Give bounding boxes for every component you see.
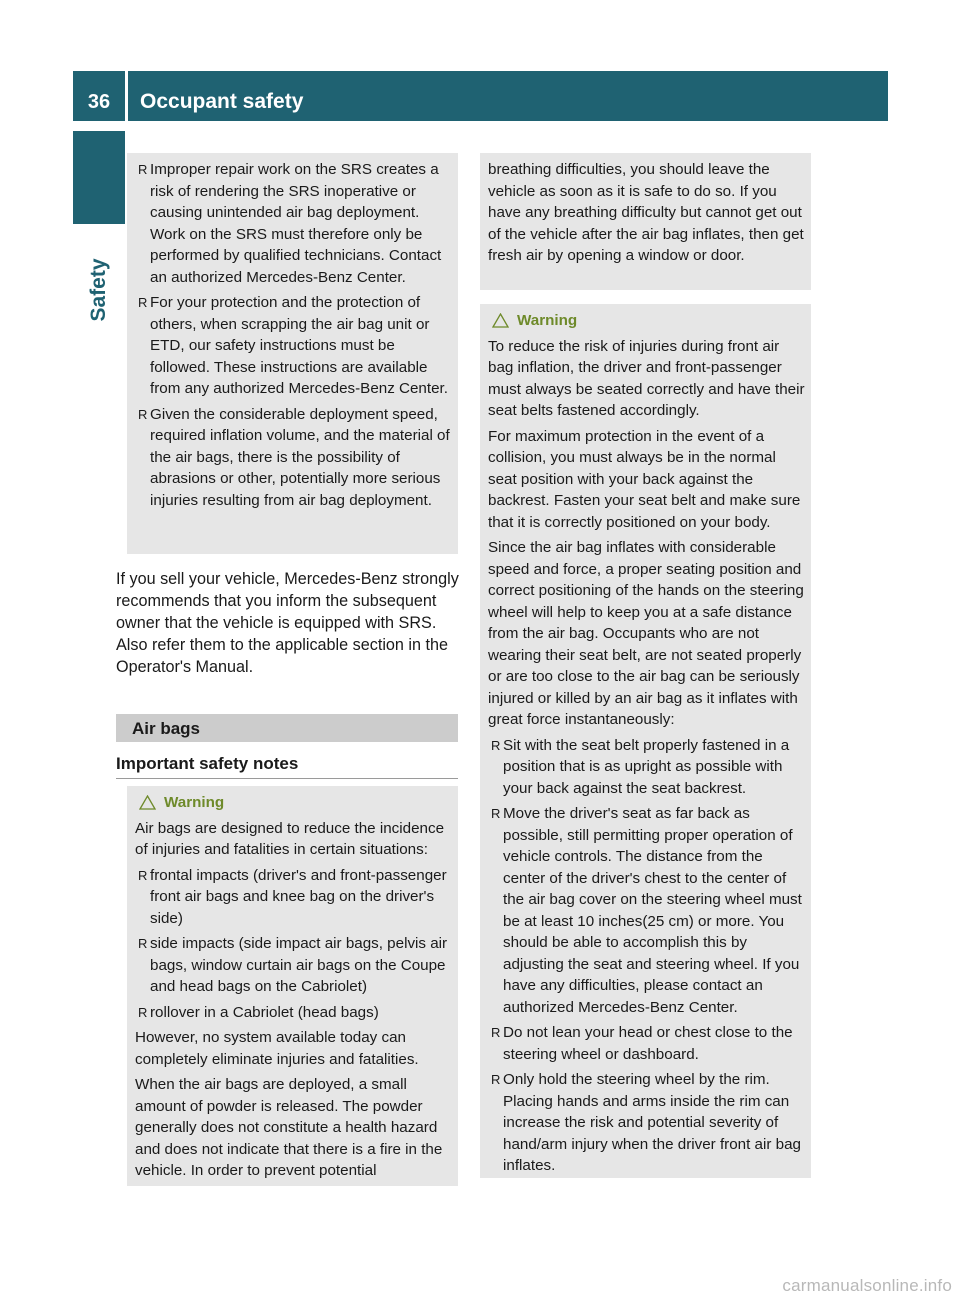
warning-intro: Air bags are designed to reduce the incidence of injuries and fatalities in certain situations: [135, 819, 445, 858]
section-band [116, 714, 458, 742]
situation-list [135, 865, 452, 1024]
warning-paragraph: When the air bags are deployed, a small amount of powder is released. The powder generally does not constitute a health hazard and does not indicate that there is a fire in the vehicle. In order to prevent potential [135, 1076, 443, 1179]
warning-paragraph: However, no system available today can completely eliminate injuries and fatalities. [135, 1029, 419, 1068]
side-tab-label: Safety [87, 258, 110, 322]
list-item-text: rollover in a Cabriolet (head bags) [150, 1003, 379, 1021]
side-block [73, 131, 125, 224]
list-item-text: Only hold the steering wheel by the rim. Placing hands and arms inside the rim can increase the risk and potential severity of hand/arm injury when the driver front air bag inflates. [503, 1071, 801, 1174]
warning-header [135, 792, 452, 814]
footer-watermark: carmanualsonline.info [782, 1276, 952, 1295]
side-tab [73, 230, 125, 350]
warning-triangle-icon [492, 313, 509, 328]
page-number: 36 [87, 91, 111, 113]
list-item-text: frontal impacts (driver's and front-passenger front air bags and knee bag on the driver's side) [150, 866, 447, 927]
list-item-text: For your protection and the protection of others, when scrapping the air bag unit or ETD, our safety instructions must be followed. These instructions are available from any authorized Mercedes-Benz Center. [150, 294, 448, 397]
warning-label: Warning [164, 794, 225, 811]
list-item [135, 1002, 452, 1024]
list-item [135, 404, 452, 512]
warning-label: Warning [517, 312, 578, 329]
srs-note-list [135, 159, 452, 511]
list-item [488, 1022, 805, 1065]
bullet-marker: R [138, 1004, 148, 1020]
list-item-text: side impacts (side impact air bags, pelvis air bags, window curtain air bags on the Coupe and head bags on the Cabriolet) [150, 935, 448, 995]
list-item [135, 865, 452, 930]
list-item [488, 803, 805, 1018]
list-item-text: Move the driver's seat as far back as possible, still permitting proper operation of vehicle controls. The distance from the center of the driver's chest to the center of the air bag cover on the steering wheel must be at least 10 inches(25 cm) or more. You should be able to accomplish this by adjusting the seat and steering wheel. If you have any difficulties, please contact an authorized Mercedes-Benz Center. [503, 805, 802, 1016]
warning-header [488, 310, 805, 332]
header-divider [125, 71, 128, 121]
list-item-text: Do not lean your head or chest close to the steering wheel or dashboard. [503, 1024, 793, 1063]
list-item [135, 159, 452, 288]
warning-box-left [127, 786, 458, 1186]
seating-instructions-list [488, 735, 805, 1177]
resale-paragraph: If you sell your vehicle, Mercedes-Benz strongly recommends that you inform the subsequent owner that the vehicle is equipped with SRS. Also refer them to the applicable section in the Operator's Manual. [116, 570, 459, 676]
list-item-text: Given the considerable deployment speed, required inflation volume, and the material of the air bags, there is the possibility of abrasions or other, potentially more serious injuries resulting from air bag deployment. [150, 405, 450, 509]
warning-box-right [480, 304, 811, 1178]
breathing-note-box [480, 153, 811, 290]
warning-paragraph: To reduce the risk of injuries during front air bag inflation, the driver and front-passenger must always be seated correctly and have their seat belts fastened accordingly. [488, 337, 805, 419]
list-item-text: Sit with the seat belt properly fastened in a position that is as upright as possible with your back against the seat backrest. [503, 736, 790, 797]
bullet-marker: R [491, 1072, 501, 1087]
bullet-marker: R [138, 162, 148, 177]
list-item [488, 735, 805, 800]
bullet-marker: R [491, 737, 501, 753]
list-item [135, 933, 452, 998]
warning-paragraph: For maximum protection in the event of a collision, you must always be in the normal seat position with your back against the backrest. Fasten your seat belt and make sure that it is correctly positioned on your body. [488, 427, 801, 531]
list-item [488, 1069, 805, 1177]
list-item [135, 292, 452, 400]
bullet-marker: R [491, 1025, 501, 1040]
bullet-marker: R [138, 406, 148, 422]
bullet-marker: R [138, 295, 148, 310]
warning-triangle-icon [139, 795, 156, 810]
section-title: Air bags [132, 719, 201, 738]
warning-paragraph: Since the air bag inflates with considerable speed and force, a proper seating position and correct positioning of the hands on the steering wheel will help to keep you at a safe distance from the air bag. Occupants who are not wearing their seat belt, are not seated properly or are too close to the air bag can be seriously injured or killed by an air bag as it inflates with great force instantaneously: [488, 539, 804, 728]
list-item-text: Improper repair work on the SRS creates a risk of rendering the SRS inoperative or causing unintended air bag deployment. Work on the SRS must therefore only be performed by qualified technicians. Contact an authorized Mercedes-Benz Center. [150, 161, 442, 286]
breathing-paragraph: breathing difficulties, you should leave the vehicle as soon as it is safe to do so. If you have any breathing difficulty but cannot get out of the vehicle after the air bag inflates, then get fresh air by opening a window or door. [488, 161, 804, 264]
bullet-marker: R [138, 936, 148, 951]
page-title: Occupant safety [140, 90, 304, 113]
srs-note-box [127, 153, 458, 554]
subheading: Important safety notes [116, 752, 458, 779]
bullet-marker: R [491, 806, 501, 821]
bullet-marker: R [138, 867, 148, 883]
